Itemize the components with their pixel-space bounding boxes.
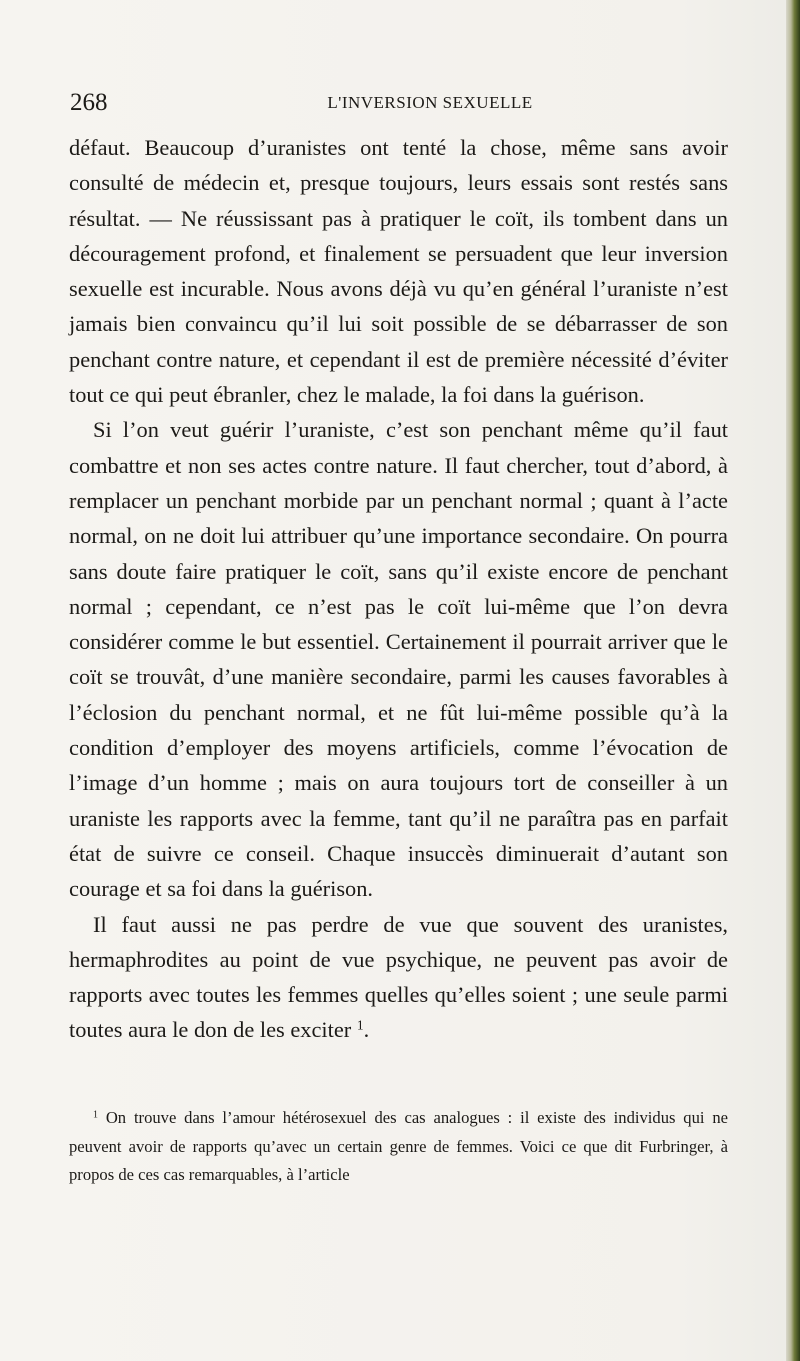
body-text (69, 130, 728, 1048)
page-edge-shadow (786, 0, 800, 1361)
paragraph-2: Si l’on veut guérir l’uraniste, c’est son penchant même qu’il faut combattre et non ses actes contre nature. Il faut chercher, tout d’abord, à remplacer un penchant morbide par un penchant normal ; quant à l’acte normal, on ne doit lui attribuer qu’une importance secondaire. On pourra sans doute faire pratiquer le coït, sans qu’il existe encore de penchant normal ; cependant, ce n’est pas le coït lui-même que l’on devra considérer comme le but essentiel. Certainement il pourrait arriver que le coït se trouvât, d’une manière secondaire, parmi les causes favorables à l’éclosion du penchant normal, et ne fût lui-même possible qu’à la condition d’employer des moyens artificiels, comme l’évocation de l’image d’un homme ; mais on aura toujours tort de conseiller à un uraniste les rapports avec la femme, tant qu’il ne paraîtra pas en parfait état de suivre ce conseil. Chaque insuccès diminuerait d’autant son courage et sa foi dans la guérison. (69, 417, 728, 902)
page-number: 268 (70, 89, 108, 116)
footnote-text: On trouve dans l’amour hétérosexuel des cas analogues : il existe des individus qui ne peuvent avoir de rapports qu’avec un certain genre de femmes. Voici ce que dit Furbringer, à propos de ces cas remarquables, à l’article (69, 1108, 728, 1184)
footnote-paragraph (69, 1104, 728, 1190)
running-title: L'INVERSION SEXUELLE (327, 93, 533, 112)
paragraph-1: défaut. Beaucoup d’uranistes ont tenté la chose, même sans avoir consulté de médecin et, presque toujours, leurs essais sont restés sans résultat. — Ne réussissant pas à pratiquer le coït, ils tombent dans un découragement profond, et finalement se persuadent que leur inversion sexuelle est incurable. Nous avons déjà vu qu’en général l’uraniste n’est jamais bien convaincu qu’il lui soit possible de se débarrasser de son penchant contre nature, et cependant il est de première nécessité d’éviter tout ce qui peut ébranler, chez le malade, la foi dans la guérison. (69, 135, 728, 408)
paragraph-3-text: Il faut aussi ne pas perdre de vue que souvent des uranistes, hermaphrodites au point de vue psychique, ne peuvent pas avoir de rapports avec toutes les femmes quelles qu’elles soient ; une seule parmi toutes aura le don de les exciter (69, 911, 728, 1043)
footnote (69, 1104, 728, 1190)
paragraph-3 (69, 907, 728, 1048)
footnote-reference-period: . (363, 1017, 370, 1043)
footnote-reference[interactable]: 1 (356, 1018, 364, 1034)
running-head (70, 88, 720, 118)
footnote-marker: 1 (93, 1109, 98, 1121)
